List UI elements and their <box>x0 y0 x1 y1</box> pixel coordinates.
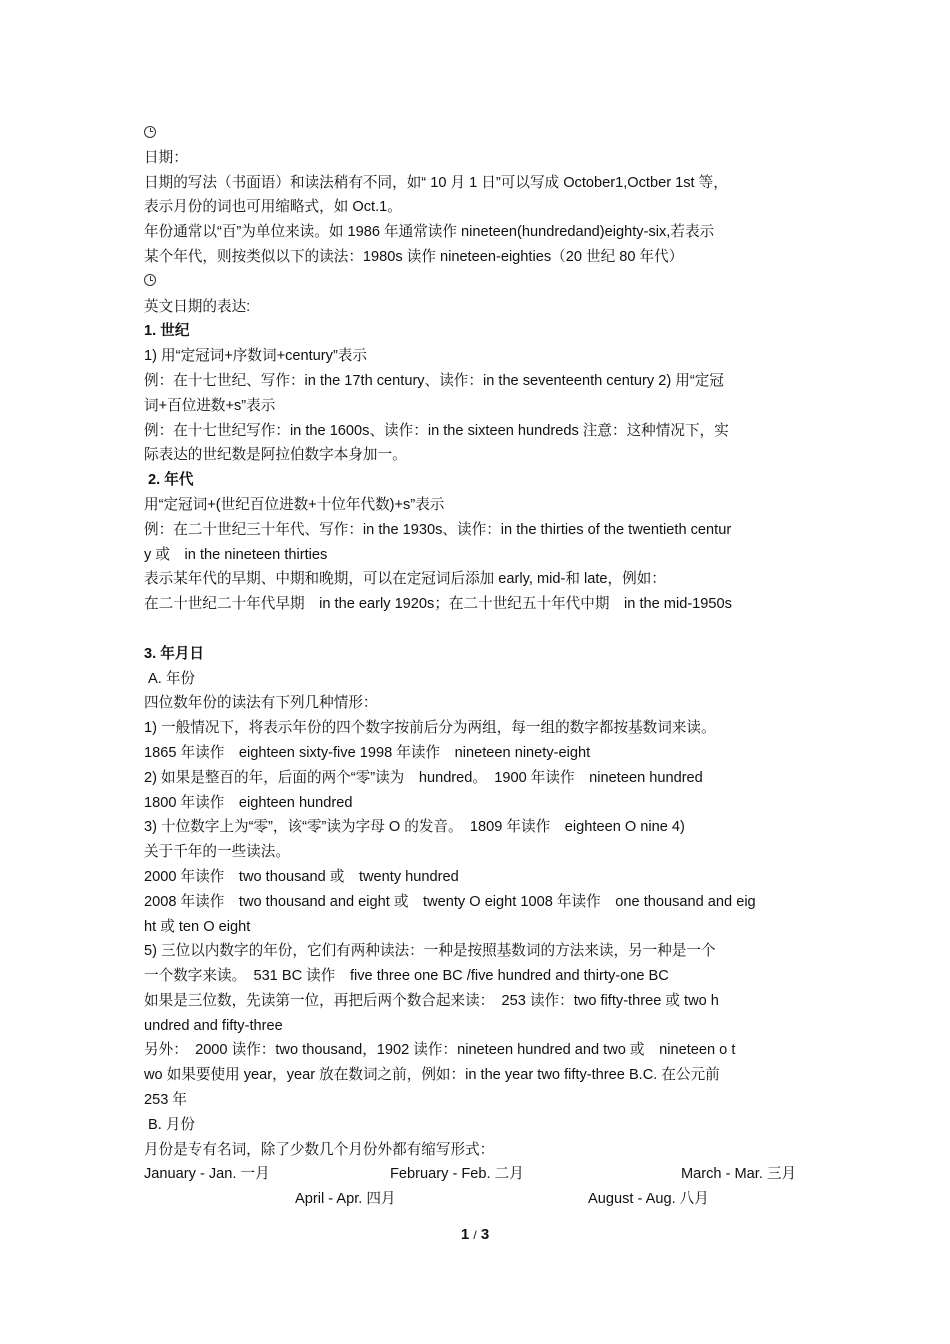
text-line: 1865 年读作 eighteen sixty-five 1998 年读作 nineteen ninety-eight <box>144 744 591 761</box>
text-line: 2) 如果是整百的年，后面的两个“零”读为 hundred。 1900 年读作 nineteen hundred <box>144 769 703 786</box>
text-line: 表示某年代的早期、中期和晚期，可以在定冠词后添加 early, mid-和 late，例如： <box>144 571 666 588</box>
clock-icon <box>144 274 156 286</box>
month-february: February - Feb. 二月 <box>390 1166 524 1183</box>
text-line: 2000 年读作 two thousand 或 twenty hundred <box>144 868 459 885</box>
section-heading: 2. 年代 <box>148 472 194 489</box>
month-august: August - Aug. 八月 <box>588 1191 709 1208</box>
text-line: 1) 用“定冠词+序数词+century”表示 <box>144 348 367 365</box>
text-line: 1) 一般情况下，将表示年份的四个数字按前后分为两组，每一组的数字都按基数词来读。 <box>144 720 716 737</box>
month-march: March - Mar. 三月 <box>681 1166 797 1183</box>
text-line: 英文日期的表达: <box>144 298 251 315</box>
text-line: 际表达的世纪数是阿拉伯数字本身加一。 <box>144 447 407 464</box>
text-line: 某个年代，则按类似以下的读法：1980s 读作 nineteen-eighties（20 世纪 80 年代） <box>144 248 684 265</box>
text-line: 四位数年份的读法有下列几种情形： <box>144 695 378 712</box>
text-line: y 或 in the nineteen thirties <box>144 546 328 563</box>
page-total: 3 <box>480 1226 490 1243</box>
month-row-1 <box>144 1162 814 1187</box>
text-line: 日期： <box>144 149 188 166</box>
text-line: ht 或 ten O eight <box>144 918 251 935</box>
text-line: 日期的写法（书面语）和读法稍有不同，如“ 10 月 1 日”可以写成 October1,Octber 1st 等， <box>144 174 728 191</box>
document-body <box>144 121 814 1212</box>
text-line: 关于千年的一些读法。 <box>144 844 290 861</box>
clock-icon-row <box>144 270 814 295</box>
month-january: January - Jan. 一月 <box>144 1166 270 1183</box>
page-current: 1 <box>460 1226 470 1243</box>
page-number <box>0 1226 950 1243</box>
text-line: 如果是三位数，先读第一位，再把后两个数合起来读： 253 读作：two fifty-three 或 two h <box>144 992 719 1009</box>
text-line: undred and fifty-three <box>144 1017 283 1034</box>
text-line: 例：在二十世纪三十年代、写作：in the 1930s、读作：in the thirties of the twentieth centur <box>144 521 732 538</box>
blank-line <box>144 617 814 642</box>
subsection-heading: A. 年份 <box>148 670 196 687</box>
text-line: 例：在十七世纪写作：in the 1600s、读作：in the sixteen hundreds 注意：这种情况下，实 <box>144 422 729 439</box>
clock-icon <box>144 126 156 138</box>
text-line: 1800 年读作 eighteen hundred <box>144 794 353 811</box>
text-line: 词+百位进数+s”表示 <box>144 397 276 414</box>
text-line: 5) 三位以内数字的年份，它们有两种读法：一种是按照基数词的方法来读，另一种是一个 <box>144 943 716 960</box>
text-line: 253 年 <box>144 1092 187 1109</box>
section-heading: 3. 年月日 <box>144 645 205 662</box>
section-heading: 1. 世纪 <box>144 323 190 340</box>
month-row-2 <box>144 1187 814 1212</box>
text-line: wo 如果要使用 year，year 放在数词之前，例如：in the year two fifty-three B.C. 在公元前 <box>144 1067 720 1084</box>
text-line: 一个数字来读。 531 BC 读作 five three one BC /five hundred and thirty-one BC <box>144 968 669 985</box>
text-line: 另外： 2000 读作：two thousand，1902 读作：nineteen hundred and two 或 nineteen o t <box>144 1042 736 1059</box>
text-line: 3) 十位数字上为“零”，该“零”读为字母 O 的发音。 1809 年读作 eighteen O nine 4) <box>144 819 685 836</box>
text-line: 例：在十七世纪、写作：in the 17th century、读作：in the seventeenth century 2) 用“定冠 <box>144 372 724 389</box>
clock-icon-row <box>144 121 814 146</box>
page-separator: / <box>473 1228 477 1242</box>
text-line: 年份通常以“百”为单位来读。如 1986 年通常读作 nineteen(hundredand)eighty-six,若表示 <box>144 224 715 241</box>
text-line: 用“定冠词+(世纪百位进数+十位年代数)+s”表示 <box>144 496 445 513</box>
text-line: 表示月份的词也可用缩略式，如 Oct.1。 <box>144 199 402 216</box>
text-line: 月份是专有名词，除了少数几个月份外都有缩写形式： <box>144 1141 495 1158</box>
month-april: April - Apr. 四月 <box>295 1191 396 1208</box>
subsection-heading: B. 月份 <box>148 1116 196 1133</box>
text-line: 2008 年读作 two thousand and eight 或 twenty O eight 1008 年读作 one thousand and eig <box>144 893 756 910</box>
text-line: 在二十世纪二十年代早期 in the early 1920s；在二十世纪五十年代中期 in the mid-1950s <box>144 596 732 613</box>
